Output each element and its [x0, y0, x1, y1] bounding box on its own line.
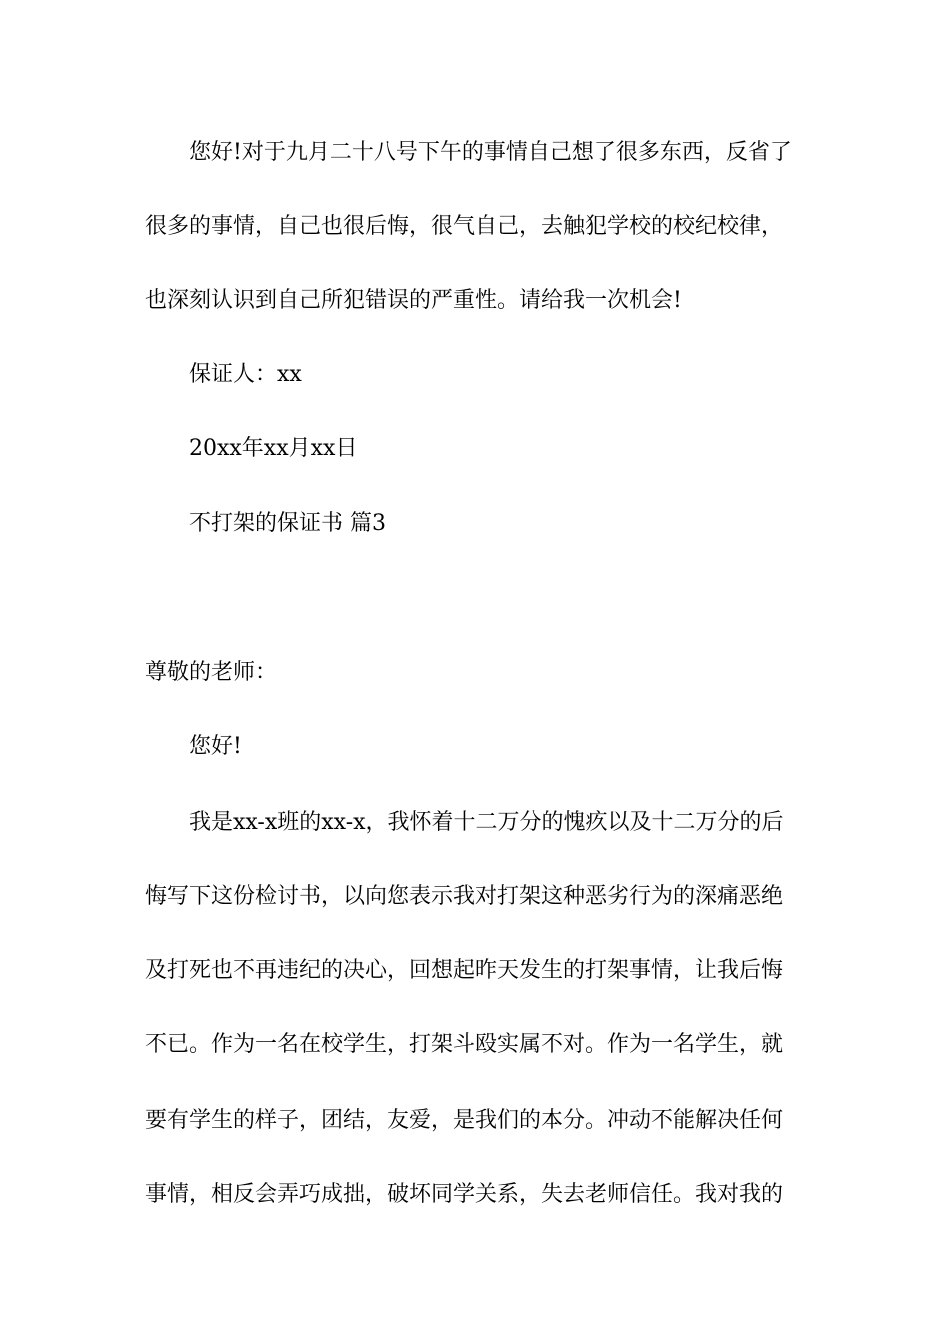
text-line-10: 悔写下这份检讨书，以向您表示我对打架这种恶劣行为的深痛恶绝 [145, 884, 784, 909]
text-line-12: 不已。作为一名在校学生，打架斗殴实属不对。作为一名学生，就 [145, 1032, 784, 1057]
date-line: 20xx年xx月xx日 [189, 436, 358, 461]
text-line-13: 要有学生的样子，团结，友爱，是我们的本分。冲动不能解决任何 [145, 1108, 784, 1133]
salutation: 尊敬的老师： [145, 660, 278, 685]
text-line-11: 及打死也不再违纪的决心，回想起昨天发生的打架事情，让我后悔 [145, 958, 784, 983]
text-line-9: 我是xx-x班的xx-x，我怀着十二万分的愧疚以及十二万分的后 [189, 810, 784, 835]
greeting: 您好! [189, 734, 242, 759]
text-line-3: 也深刻认识到自己所犯错误的严重性。请给我一次机会! [145, 288, 682, 313]
text-line-2: 很多的事情，自己也很后悔，很气自己，去触犯学校的校纪校律， [145, 214, 784, 239]
section-heading: 不打架的保证书 篇3 [189, 511, 386, 536]
text-line-14: 事情，相反会弄巧成拙，破坏同学关系，失去老师信任。我对我的 [145, 1182, 784, 1207]
guarantor-line: 保证人：xx [189, 362, 302, 387]
text-line-1: 您好!对于九月二十八号下午的事情自己想了很多东西，反省了 [189, 140, 792, 165]
